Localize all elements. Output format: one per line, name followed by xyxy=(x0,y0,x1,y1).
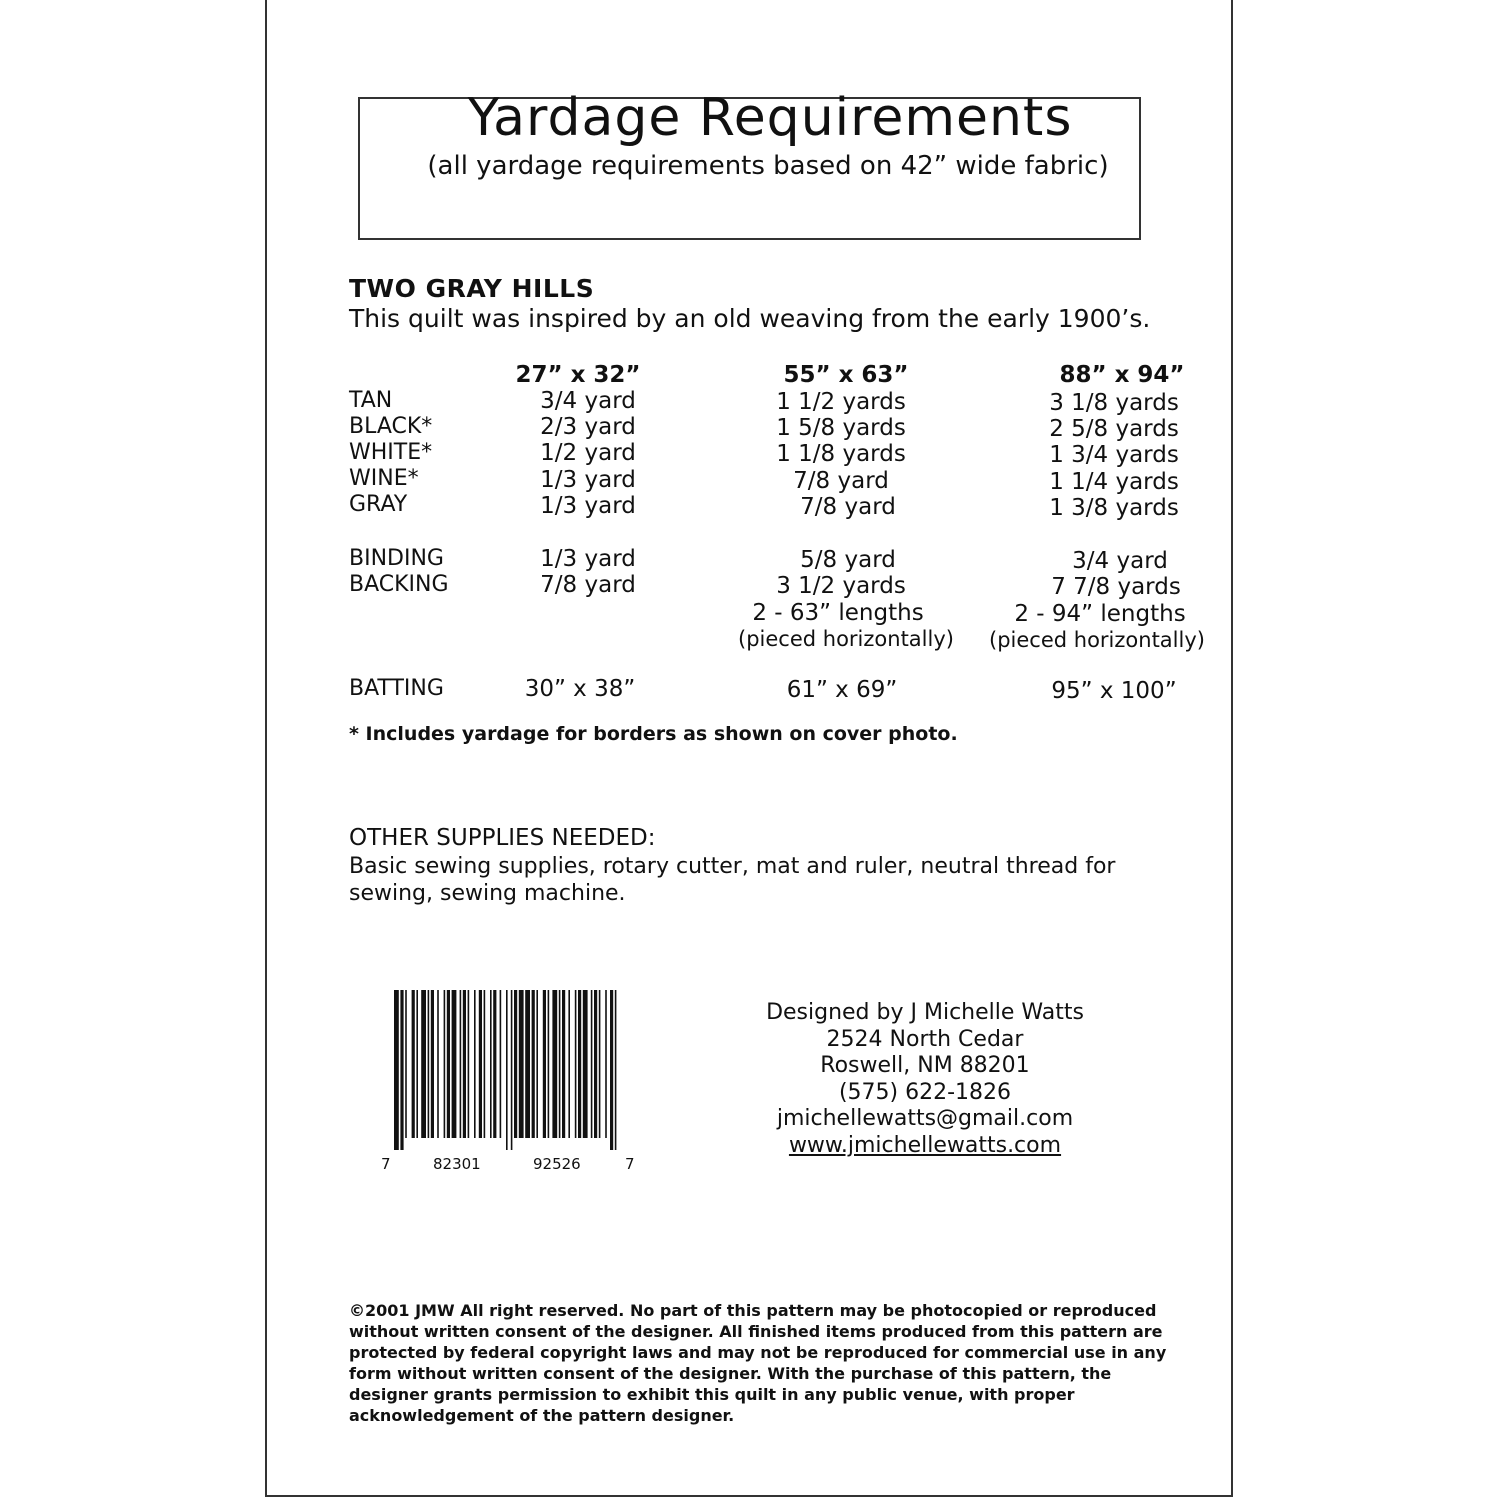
table-cell: 1 1/8 yards xyxy=(776,441,906,467)
batting-label: BATTING xyxy=(349,676,444,701)
fabric-label-white: WHITE* xyxy=(349,440,433,465)
table-cell: 3/4 yard xyxy=(540,388,636,414)
table-cell: 1/3 yard xyxy=(540,493,636,519)
table-cell: 7 7/8 yards xyxy=(1051,574,1181,600)
table-cell: 1/3 yard xyxy=(540,546,636,572)
quilt-name: TWO GRAY HILLS xyxy=(349,274,595,303)
table-cell: 3 1/2 yards xyxy=(776,573,906,599)
table-cell: 1 3/4 yards xyxy=(1049,442,1179,468)
designer-email: jmichellewatts@gmail.com xyxy=(776,1106,1074,1131)
copyright-notice: ©2001 JMW All right reserved. No part of this pattern may be photocopied or reproduced without written consent of the designer. All finished items produced from this pattern are protected by federal copyright laws and may not be reproduced for commercial use in any form without written consent of the designer. With the purchase of this pattern, the designer grants permission to exhibit this quilt in any public venue, with proper acknowledgement of the pattern designer. xyxy=(349,1301,1167,1425)
table-cell: 7/8 yard xyxy=(800,494,896,520)
table-cell: 3/4 yard xyxy=(1072,548,1168,574)
page-title: Yardage Requirements xyxy=(467,88,1073,148)
fabric-label-wine: WINE* xyxy=(349,466,419,491)
binding-label: BINDING xyxy=(349,546,444,571)
table-cell: 95” x 100” xyxy=(1051,678,1177,704)
designer-name: Designed by J Michelle Watts xyxy=(766,1000,1084,1025)
size-column-header-large: 88” x 94” xyxy=(1059,362,1185,388)
designer-address-street: 2524 North Cedar xyxy=(826,1026,1024,1052)
backing-lengths: 2 - 94” lengths xyxy=(1014,601,1186,627)
barcode-digit: 92526 xyxy=(533,1155,581,1173)
fabric-label-black: BLACK* xyxy=(349,414,433,439)
designer-phone: (575) 622-1826 xyxy=(838,1079,1012,1105)
size-column-header-small: 27” x 32” xyxy=(515,362,641,388)
fabric-label-gray: GRAY xyxy=(349,492,408,517)
table-cell: 61” x 69” xyxy=(786,677,898,703)
backing-lengths: 2 - 63” lengths xyxy=(752,600,924,626)
table-cell: 7/8 yard xyxy=(540,572,636,598)
table-cell: 3 1/8 yards xyxy=(1049,390,1179,416)
supplies-heading: OTHER SUPPLIES NEEDED: xyxy=(349,825,656,851)
barcode-graphic xyxy=(392,990,620,1150)
table-cell: 1 5/8 yards xyxy=(776,415,906,441)
table-cell: 2/3 yard xyxy=(540,414,636,440)
backing-note: (pieced horizontally) xyxy=(989,628,1205,652)
table-cell: 1 1/2 yards xyxy=(776,389,906,415)
backing-note: (pieced horizontally) xyxy=(738,627,954,651)
table-cell: 1 3/8 yards xyxy=(1049,495,1179,521)
table-cell: 1 1/4 yards xyxy=(1049,469,1179,495)
footnote: * Includes yardage for borders as shown on cover photo. xyxy=(349,723,958,745)
barcode-digit: 82301 xyxy=(433,1155,481,1173)
table-cell: 1/3 yard xyxy=(540,467,636,493)
supplies-text: Basic sewing supplies, rotary cutter, mat and ruler, neutral thread for sewing, sewing machine. xyxy=(349,854,1116,906)
page-subtitle: (all yardage requirements based on 42” wide fabric) xyxy=(427,151,1109,181)
table-cell: 1/2 yard xyxy=(540,440,636,466)
quilt-description: This quilt was inspired by an old weaving from the early 1900’s. xyxy=(349,304,1151,333)
barcode-digit: 7 xyxy=(625,1155,635,1173)
designer-address-city: Roswell, NM 88201 xyxy=(820,1053,1030,1078)
table-cell: 5/8 yard xyxy=(800,547,896,573)
size-column-header-medium: 55” x 63” xyxy=(783,362,909,388)
designer-info xyxy=(740,1000,1110,1159)
table-cell: 30” x 38” xyxy=(524,676,636,702)
designer-website-link[interactable]: www.jmichellewatts.com xyxy=(788,1132,1062,1158)
table-cell: 2 5/8 yards xyxy=(1049,416,1179,442)
fabric-label-tan: TAN xyxy=(349,388,393,413)
barcode-digit: 7 xyxy=(381,1155,391,1173)
table-cell: 7/8 yard xyxy=(793,468,889,494)
backing-label: BACKING xyxy=(349,572,449,597)
